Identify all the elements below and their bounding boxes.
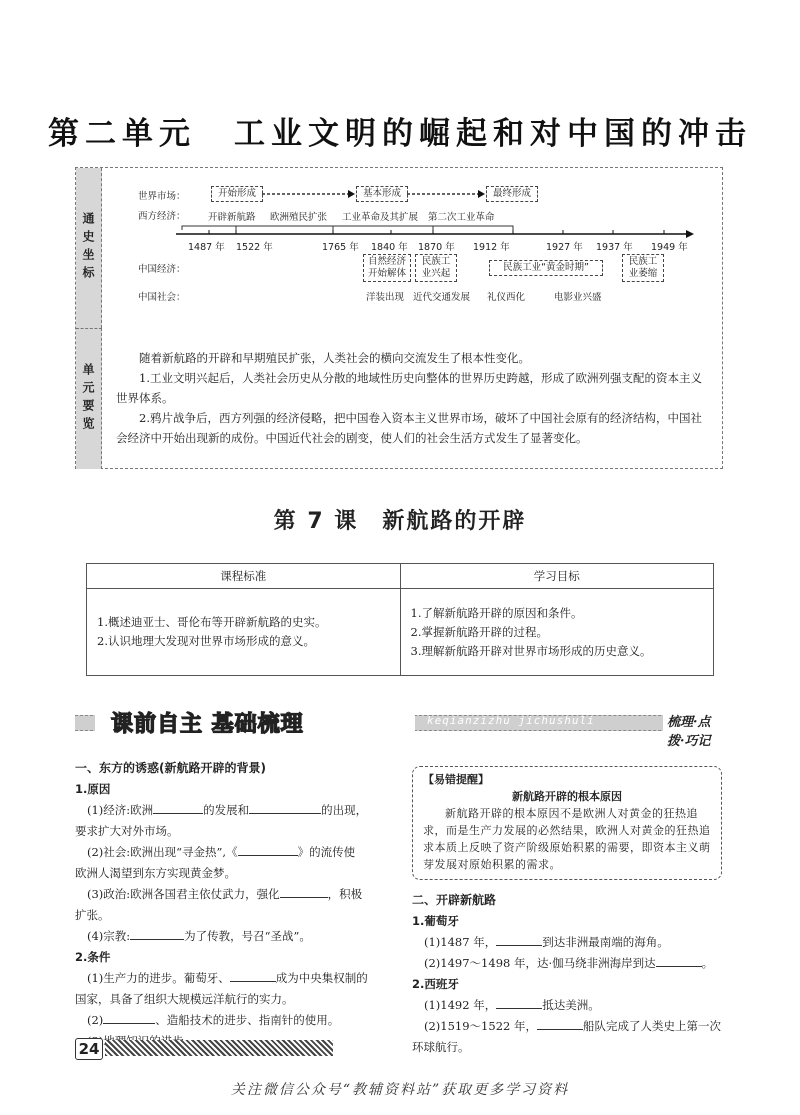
- spain-item-cont: 环球航行。: [412, 1040, 470, 1054]
- section-heading: 一、东方的诱惑(新航路开辟的背景): [75, 761, 266, 775]
- condition-item-cont: 国家，具备了组织大规模远洋航行的实力。: [75, 992, 294, 1006]
- spain-item: (2)1519～1522 年， 船队完成了人类史上第一次: [424, 1019, 721, 1033]
- china-society-item: 礼仪西化: [487, 292, 526, 303]
- subheading: 1.葡萄牙: [412, 914, 459, 928]
- reason-item-cont: 要求扩大对外市场。: [75, 824, 179, 838]
- goal-item: 2.掌握新航路开辟的过程。: [410, 624, 548, 639]
- west-economy-stage: 第二次工业革命: [428, 212, 495, 223]
- world-market-stage: 基本形成: [356, 186, 408, 202]
- section-heading: 二、开辟新航路: [412, 893, 497, 907]
- lesson-title: [0, 504, 800, 535]
- year-label: 1870 年: [418, 242, 455, 253]
- blank[interactable]: [496, 996, 542, 1009]
- unit-title: [0, 108, 800, 153]
- lesson-number: 第 7 课: [273, 509, 359, 534]
- unit-summary: [116, 348, 706, 448]
- tip-tag: 【易错提醒】: [423, 773, 489, 786]
- side-label-timeline: 通史坐标: [76, 168, 102, 328]
- spain-item: (1)1492 年， 抵达美洲。: [424, 998, 600, 1012]
- reason-item: (3)政治:欧洲各国君主依仗武力，强化 ，积极: [87, 887, 363, 901]
- west-economy-stage: 工业革命及其扩展: [342, 212, 419, 223]
- left-column: [75, 758, 393, 1052]
- china-society-item: 近代交通发展: [413, 292, 471, 303]
- standard-item: 2.认识地理大发现对世界市场形成的意义。: [97, 634, 315, 648]
- summary-paragraph: 1.工业文明兴起后，人类社会历史从分散的地域性历史向整体的世界历史跨越，形成了欧洲列强支配的资本主义世界体系。: [116, 371, 702, 405]
- unit-number: 第二单元: [48, 116, 196, 152]
- lesson-name: 新航路的开辟: [382, 509, 527, 534]
- row-label-china-economy: 中国经济：: [138, 264, 186, 275]
- world-market-stage: 最终形成: [486, 186, 538, 202]
- china-economy-stage: 自然经济开始解体: [363, 254, 411, 282]
- blank[interactable]: [230, 969, 276, 982]
- condition-item: (2) 、造船技术的进步、指南针的使用。: [87, 1013, 340, 1027]
- blank[interactable]: [280, 885, 328, 898]
- year-label: 1912 年: [473, 242, 510, 253]
- reason-item: (1)经济:欧洲 的发展和 的出现，: [87, 803, 368, 817]
- portugal-item: (2)1497～1498 年，达·伽马绕非洲海岸到达 。: [424, 956, 714, 970]
- year-label: 1927 年: [546, 242, 583, 253]
- side-label-summary: 单元要览: [76, 328, 102, 469]
- reason-item: (2)社会:欧洲出现“寻金热”,《 》的流传使: [87, 845, 356, 859]
- subheading: 2.条件: [75, 950, 111, 964]
- section-banner: [75, 707, 721, 749]
- page-decoration: [105, 1040, 333, 1056]
- goal-item: 3.理解新航路开辟对世界市场形成的历史意义。: [410, 643, 652, 658]
- right-column: [412, 766, 722, 1058]
- blank[interactable]: [238, 843, 298, 856]
- subheading: 1.原因: [75, 782, 111, 796]
- subheading: 2.西班牙: [412, 977, 459, 991]
- summary-paragraph: 随着新航路的开辟和早期殖民扩张，人类社会的横向交流发生了根本性变化。: [139, 351, 530, 365]
- west-economy-stage: 开辟新航路: [208, 212, 256, 223]
- table-header: 课程标准: [87, 564, 401, 589]
- standard-item: 1.概述迪亚士、哥伦布等开辟新航路的史实。: [97, 615, 327, 629]
- year-label: 1937 年: [596, 242, 633, 253]
- page-number: 24: [75, 1038, 103, 1060]
- blank[interactable]: [130, 927, 184, 940]
- blank[interactable]: [103, 1011, 155, 1024]
- reason-item-cont: 欧洲人渴望到东方实现黄金梦。: [75, 866, 236, 880]
- reason-item: (4)宗教: 为了传教，号召“圣战”。: [87, 929, 311, 943]
- banner-pinyin: keqianzizhu jichushuli: [427, 714, 595, 727]
- goal-item: 1.了解新航路开辟的原因和条件。: [410, 605, 583, 620]
- row-label-world-market: 世界市场：: [138, 191, 186, 202]
- reason-item-cont: 扩张。: [75, 908, 110, 922]
- china-economy-stage: 民族工业萎缩: [622, 254, 664, 282]
- blank[interactable]: [537, 1017, 583, 1030]
- table-header: 学习目标: [400, 564, 714, 589]
- blank[interactable]: [249, 801, 321, 814]
- unit-name: 工业文明的崛起和对中国的冲击: [234, 116, 752, 152]
- west-economy-stage: 欧洲殖民扩张: [270, 212, 328, 223]
- row-label-west-economy: 西方经济：: [138, 211, 186, 222]
- tip-text: 新航路开辟的根本原因不是欧洲人对黄金的狂热追求，而是生产力发展的必然结果，欧洲人对黄金的狂热追求本质上反映了资产阶级原始积累的需要，即资本主义萌芽发展对原始积累的需求。: [423, 807, 711, 871]
- blank[interactable]: [656, 954, 702, 967]
- standards-cell: [87, 589, 401, 676]
- blank[interactable]: [496, 933, 542, 946]
- error-tip-box: [412, 766, 722, 880]
- banner-right-label: 梳理·点拨·巧记: [663, 711, 721, 749]
- world-market-stage: 开始形成: [211, 186, 263, 202]
- year-label: 1522 年: [236, 242, 273, 253]
- unit-overview-box: [75, 167, 723, 469]
- footer-note: 关注微信公众号“教辅资料站”获取更多学习资料: [230, 1082, 570, 1098]
- year-label: 1765 年: [322, 242, 359, 253]
- china-economy-stage: 民族工业兴起: [415, 254, 457, 282]
- year-label: 1949 年: [651, 242, 688, 253]
- summary-paragraph: 2.鸦片战争后，西方列强的经济侵略，把中国卷入资本主义世界市场，破坏了中国社会原有的经济结构，中国社会经济中开始出现新的成份。中国近代社会的剧变，使人们的社会生活方式发生了显著变化。: [116, 411, 702, 445]
- goals-cell: [400, 589, 714, 676]
- portugal-item: (1)1487 年， 到达非洲最南端的海角。: [424, 935, 669, 949]
- standards-table: [86, 563, 714, 676]
- year-label: 1840 年: [371, 242, 408, 253]
- china-society-item: 洋装出现: [366, 292, 405, 303]
- banner-title: 课前自主 基础梳理: [103, 707, 312, 738]
- row-label-china-society: 中国社会：: [138, 292, 186, 303]
- china-society-item: 电影业兴盛: [554, 292, 602, 303]
- blank[interactable]: [153, 801, 203, 814]
- tip-title: 新航路开辟的根本原因: [512, 790, 622, 803]
- condition-item: (1)生产力的进步。葡萄牙、 成为中央集权制的: [87, 971, 368, 985]
- year-label: 1487 年: [188, 242, 225, 253]
- china-economy-stage: 民族工业“黄金时期”: [489, 260, 603, 276]
